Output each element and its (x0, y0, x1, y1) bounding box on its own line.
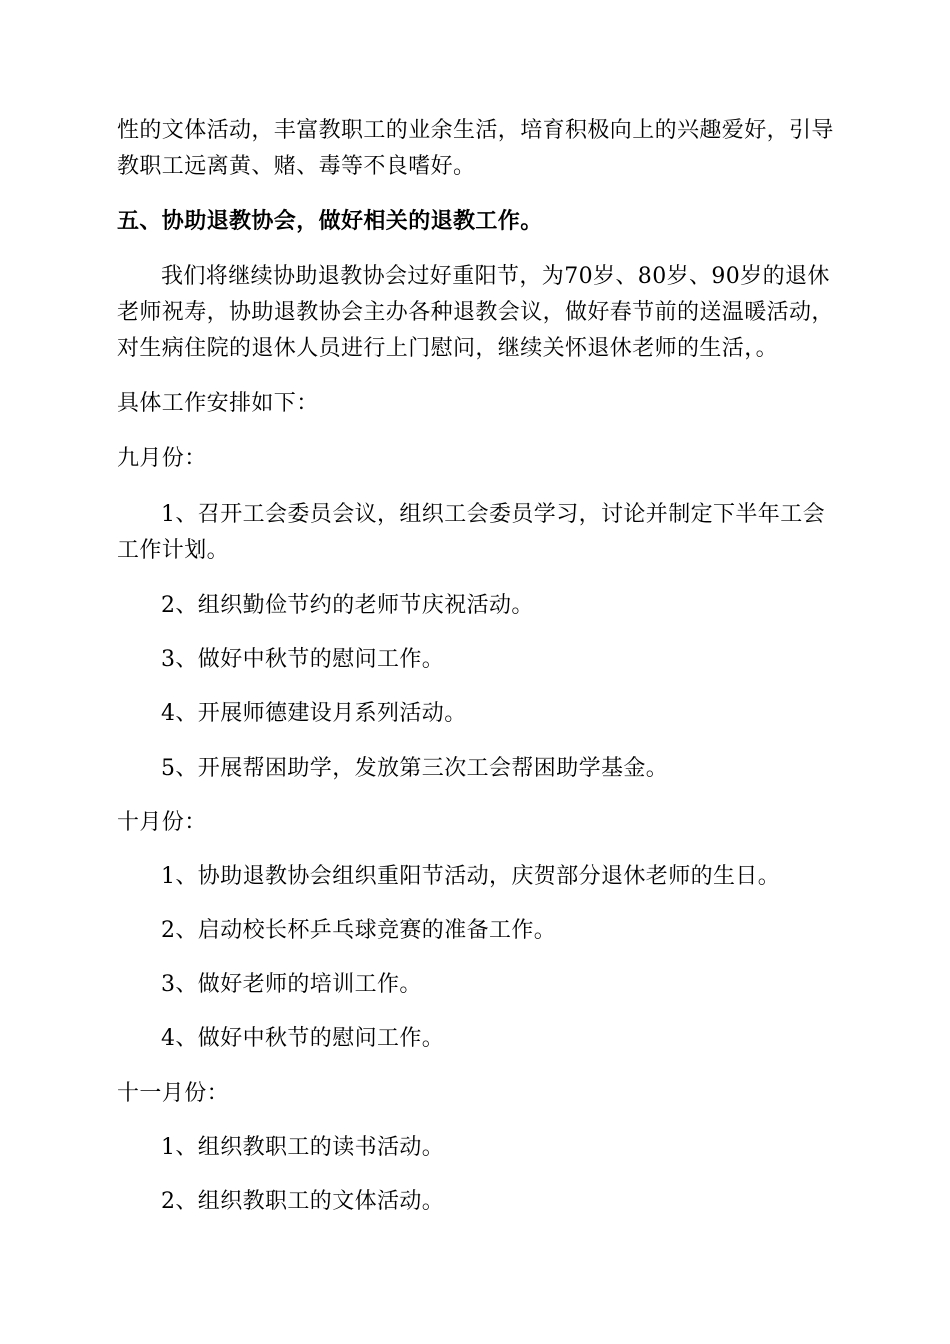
paragraph-line: 对生病住院的退休人员进行上门慰问，继续关怀退休老师的生活，。 (117, 336, 779, 361)
list-item: 2、启动校长杯乒乓球竞赛的准备工作。 (161, 918, 557, 943)
month-title-november: 十一月份： (117, 1081, 230, 1106)
paragraph-line: 性的文体活动，丰富教职工的业余生活，培育积极向上的兴趣爱好，引导 (117, 118, 834, 143)
list-item: 4、开展师德建设月系列活动。 (161, 701, 467, 726)
section-heading: 五、协助退教协会，做好相关的退教工作。 (117, 209, 543, 234)
list-item: 1、协助退教协会组织重阳节活动，庆贺部分退休老师的生日。 (161, 864, 781, 889)
month-title-october: 十月份： (117, 810, 207, 835)
list-item-continuation: 工作计划。 (117, 538, 230, 563)
list-item: 5、开展帮困助学，发放第三次工会帮困助学基金。 (161, 756, 669, 781)
month-title-september: 九月份： (117, 446, 207, 471)
list-item: 3、做好老师的培训工作。 (161, 972, 422, 997)
list-item: 1、组织教职工的读书活动。 (161, 1135, 445, 1160)
list-item: 3、做好中秋节的慰问工作。 (161, 647, 445, 672)
list-item: 2、组织教职工的文体活动。 (161, 1189, 445, 1214)
list-item: 1、召开工会委员会议，组织工会委员学习，讨论并制定下半年工会 (161, 502, 825, 527)
paragraph-line: 我们将继续协助退教协会过好重阳节，为70岁、80岁、90岁的退休 (161, 264, 830, 289)
list-item: 4、做好中秋节的慰问工作。 (161, 1026, 445, 1051)
paragraph-line: 老师祝寿，协助退教协会主办各种退教会议，做好春节前的送温暖活动， (117, 300, 834, 325)
schedule-intro: 具体工作安排如下： (117, 391, 319, 416)
list-item: 2、组织勤俭节约的老师节庆祝活动。 (161, 593, 534, 618)
paragraph-line: 教职工远离黄、赌、毒等不良嗜好。 (117, 154, 476, 179)
